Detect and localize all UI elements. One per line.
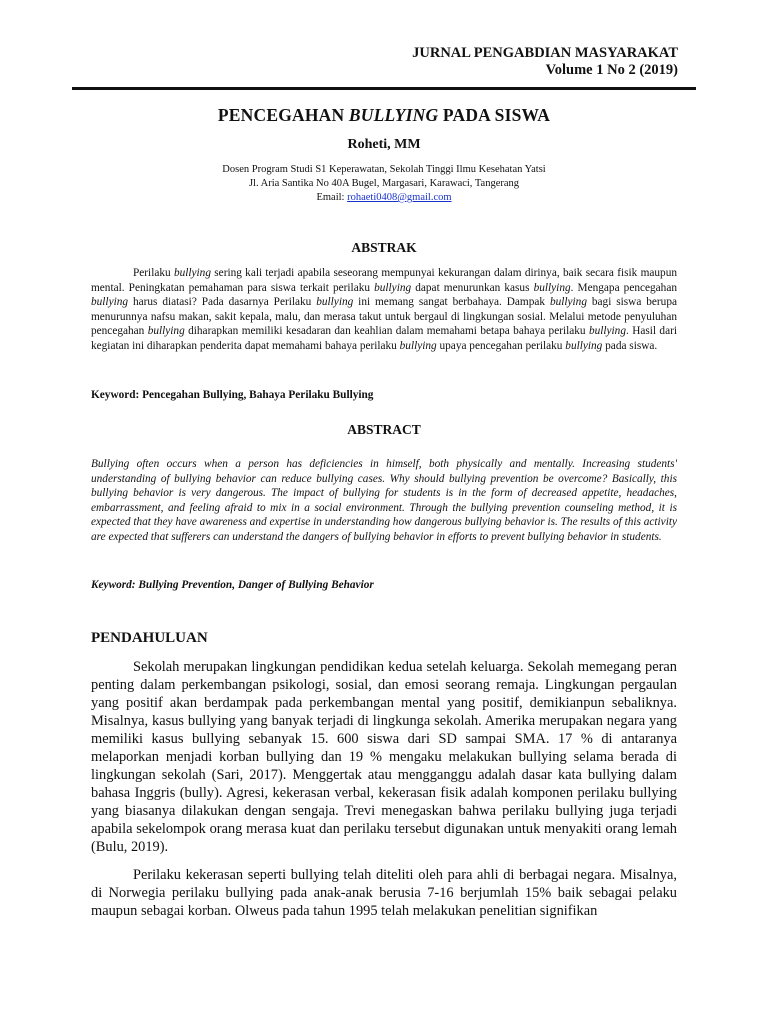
affiliation-email-line: Email: rohaeti0408@gmail.com xyxy=(316,192,452,203)
author-affiliation xyxy=(0,163,768,205)
paper-title: PENCEGAHAN BULLYING PADA SISWA xyxy=(217,105,551,125)
journal-header xyxy=(412,45,678,79)
header-rule xyxy=(72,87,696,90)
abstract-text: Bullying often occurs when a person has deficiencies in himself, both physically and mentally. Increasing students' understanding of bullying behavior can reduce bullying cases. Why should bullying prevention be overcome? Basically, this bullying behavior is very dangerous. The impact of bullying for students is in the form of decreased appetite, headaches, embarrassment, and feeling afraid to mix in a social environment. Through the bullying prevention counseling method, it is expected that they have awareness and expertise in understanding how dangerous bullying behavior is. The results of this activity are expected that sufferers can understand the dangers of bullying behavior in efforts to prevent bullying behavior in students. xyxy=(91,458,677,543)
abstract-keyword: Keyword: Bullying Prevention, Danger of Bullying Behavior xyxy=(91,579,374,591)
journal-volume: Volume 1 No 2 (2019) xyxy=(545,62,678,78)
abstrak-text: Perilaku bullying sering kali terjadi apabila seseorang mempunyai kekurangan dalam dirinya, baik secara fisik maupun mental. Peningkatan pemahaman para siswa terkait perilaku bullying dapat menurunkan kasus bullying. Mengapa pencegahan bullying harus diatasi? Pada dasarnya Perilaku bullying ini memang sangat berbahaya. Dampak bullying bagi siswa berupa menurunnya nafsu makan, sakit kepala, malu, dan merasa takut untuk bergaul di lingkungan sosial. Melalui metode penyuluhan pencegahan bullying diharapkan memiliki kesadaran dan keahlian dalam memahami betapa bahaya perilaku bullying. Hasil dari kegiatan ini diharapkan penderita dapat memahami bahaya perilaku bullying upaya pencegahan perilaku bullying pada siswa. xyxy=(91,267,677,352)
email-link[interactable]: rohaeti0408@gmail.com xyxy=(347,192,452,203)
journal-name: JURNAL PENGABDIAN MASYARAKAT xyxy=(412,45,678,61)
affiliation-line-1: Dosen Program Studi S1 Keperawatan, Sekolah Tinggi Ilmu Kesehatan Yatsi xyxy=(222,164,546,175)
author-name: Roheti, MM xyxy=(347,137,421,152)
pendahuluan-paragraph-1: Sekolah merupakan lingkungan pendidikan kedua setelah keluarga. Sekolah memegang peran penting dalam perkembangan psikologi, sosial, dan emosi seorang remaja. Lingkungan pergaulan yang positif akan berdampak pada perkembangan mental yang positif, demikianpun sebaliknya. Misalnya, kasus bullying yang banyak terjadi di lingkunga sekolah. Amerika merupakan negara yang memiliki kasus bullying sebanyak 15. 600 siswa dari SD sampai SMA. 17 % di antaranya melaporkan menjadi korban bullying dan 19 % mengaku melakukan bullying selama berada di lingkungan sekolah (Sari, 2017). Menggertak atau mengganggu adalah dasar kata bullying dalam bahasa Inggris (bully). Agresi, kekerasan verbal, kekerasan fisik adalah komponen perilaku bullying yang biasanya dilakukan dengan sengaja. Trevi menegaskan bahwa perilaku bullying juga terjadi apabila sekelompok orang merasa kuat dan perilaku tersebut digunakan untuk menyakiti orang lemah (Bulu, 2019). xyxy=(91,659,677,855)
abstract-heading: ABSTRACT xyxy=(347,422,421,437)
abstrak-heading: ABSTRAK xyxy=(351,240,417,255)
affiliation-line-2: Jl. Aria Santika No 40A Bugel, Margasari, Karawaci, Tangerang xyxy=(248,178,520,189)
pendahuluan-paragraph-2: Perilaku kekerasan seperti bullying telah diteliti oleh para ahli di berbagai negara. Misalnya, di Norwegia perilaku bullying pada anak-anak berusia 7-16 berjumlah 15% baik sebagai pelaku maupun sebagai korban. Olweus pada tahun 1995 telah melakukan penelitian signifikan xyxy=(91,867,677,919)
abstrak-keyword: Keyword: Pencegahan Bullying, Bahaya Perilaku Bullying xyxy=(91,389,374,401)
pendahuluan-heading: PENDAHULUAN xyxy=(91,630,208,646)
